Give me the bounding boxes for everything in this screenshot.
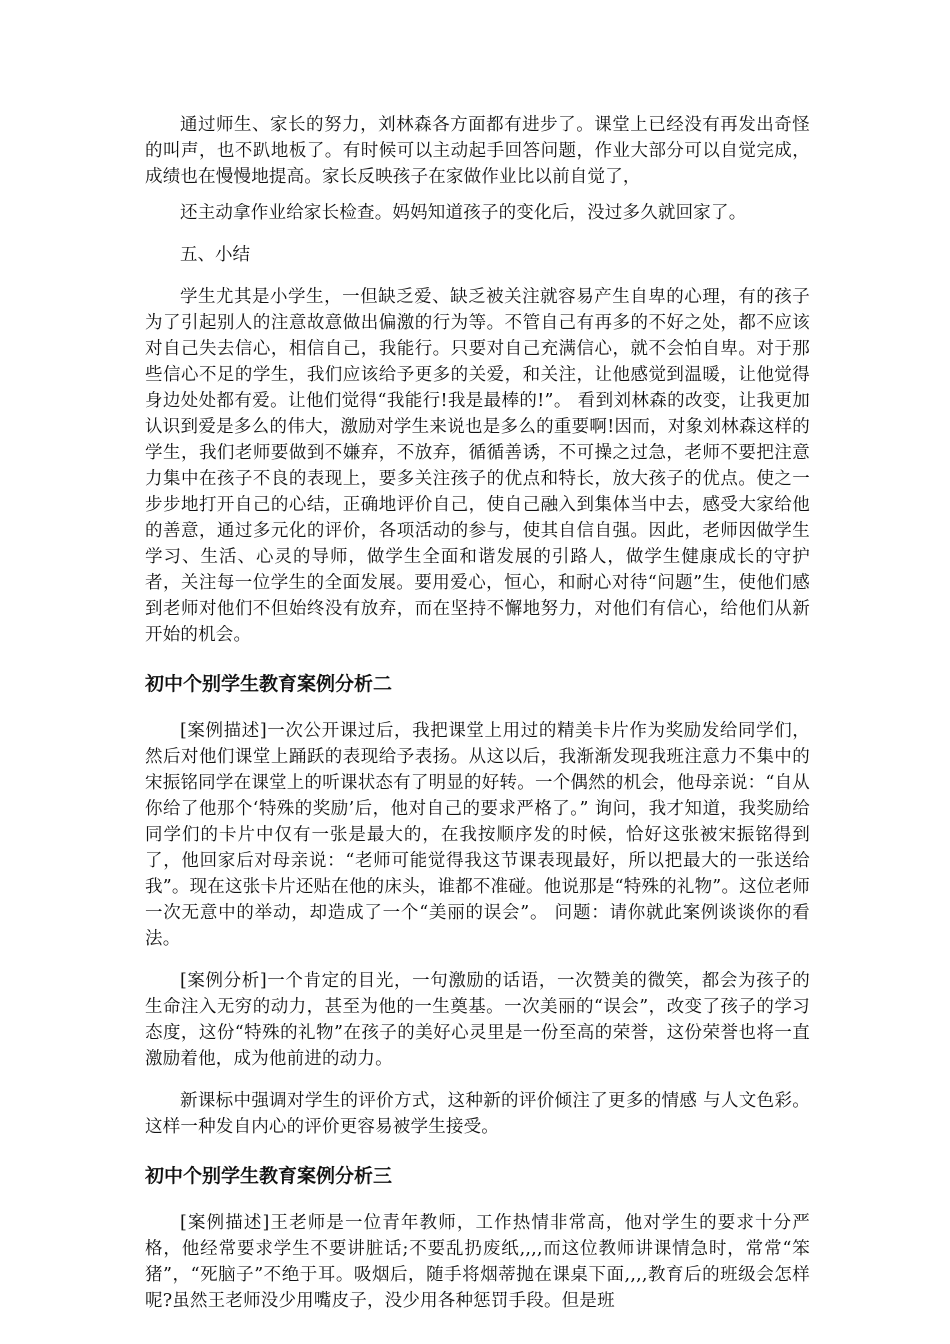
paragraph-progress: 通过师生、家长的努力，刘林森各方面都有进步了。课堂上已经没有再发出奇怪的叫声，也不趴地板了。有时候可以主动起手回答问题，作业大部分可以自觉完成，成绩也在慢慢地提高。家长反映孩子在家做作业比以前自觉了，: [145, 115, 810, 187]
paragraph-case-three-description: [案例描述]王老师是一位青年教师，工作热情非常高，他对学生的要求十分严格，他经常要求学生不要讲脏话;不要乱扔废纸,,,,而这位教师讲课情急时，常常“笨猪”，“死脑子”不绝于耳。吸烟后，随手将烟蒂抛在课桌下面,,,,教育后的班级会怎样呢?虽然王老师没少用嘴皮子，没少用各种惩罚手段。但是班: [145, 1213, 810, 1311]
paragraph-case-two-analysis: [案例分析]一个肯定的目光，一句激励的话语，一次赞美的微笑，都会为孩子的生命注入无穷的动力，甚至为他的一生奠基。一次美丽的“误会”，改变了孩子的学习态度，这份“特殊的礼物”在孩子的美好心灵里是一份至高的荣誉，这份荣誉也将一直激励着他，成为他前进的动力。: [145, 971, 810, 1069]
case-three-heading: 初中个别学生教育案例分析三: [145, 1165, 393, 1187]
paragraph-case-two-conclusion: 新课标中强调对学生的评价方式，这种新的评价倾注了更多的情感 与人文色彩。这样一种发自内心的评价更容易被学生接受。: [145, 1091, 810, 1137]
paragraph-progress-continued: 还主动拿作业给家长检查。妈妈知道孩子的变化后，没过多久就回家了。: [180, 203, 747, 223]
summary-title: 五、小结: [180, 245, 250, 265]
case-two-heading: 初中个别学生教育案例分析二: [145, 673, 393, 695]
document-page: [145, 112, 810, 1330]
paragraph-summary: 学生尤其是小学生，一但缺乏爱、缺乏被关注就容易产生自卑的心理，有的孩子为了引起别人的注意故意做出偏激的行为等。不管自己有再多的不好之处，都不应该对自己失去信心，相信自己，我能行。只要对自己充满信心，就不会怕自卑。对于那些信心不足的学生，我们应该给予更多的关爱，和关注，让他感觉到温暖，让他觉得身边处处都有爱。让他们觉得“我能行!我是最棒的!”。 看到刘林森的改变，让我更加认识到爱是多么的伟大，激励对学生来说也是多么的重要啊!因而，对象刘林森这样的学生，我们老师要做到不嫌弃，不放弃，循循善诱，不可操之过急，老师不要把注意力集中在孩子不良的表现上，要多关注孩子的优点和特长，放大孩子的优点。使之一步步地打开自己的心结，正确地评价自己，使自己融入到集体当中去，感受大家给他的善意，通过多元化的评价，各项活动的参与，使其自信自强。因此，老师因做学生学习、生活、心灵的导师，做学生全面和谐发展的引路人，做学生健康成长的守护者，关注每一位学生的全面发展。要用爱心，恒心，和耐心对待“问题”生，使他们感到老师对他们不但始终没有放弃，而在坚持不懈地努力，对他们有信心，给他们从新开始的机会。: [145, 287, 810, 645]
paragraph-case-two-description: [案例描述]一次公开课过后，我把课堂上用过的精美卡片作为奖励发给同学们，然后对他们课堂上踊跃的表现给予表扬。从这以后，我渐渐发现我班注意力不集中的宋振铭同学在课堂上的听课状态有了明显的好转。一个偶然的机会，他母亲说：“自从你给了他那个‘特殊的奖励’后，他对自己的要求严格了。” 询问，我才知道，我奖励给同学们的卡片中仅有一张是最大的，在我按顺序发的时候，恰好这张被宋振铭得到了，他回家后对母亲说：“老师可能觉得我这节课表现最好，所以把最大的一张送给我”。现在这张卡片还贴在他的床头，谁都不准碰。他说那是“特殊的礼物”。这位老师一次无意中的举动，却造成了一个“美丽的误会”。 问题：请你就此案例谈谈你的看法。: [145, 721, 810, 949]
